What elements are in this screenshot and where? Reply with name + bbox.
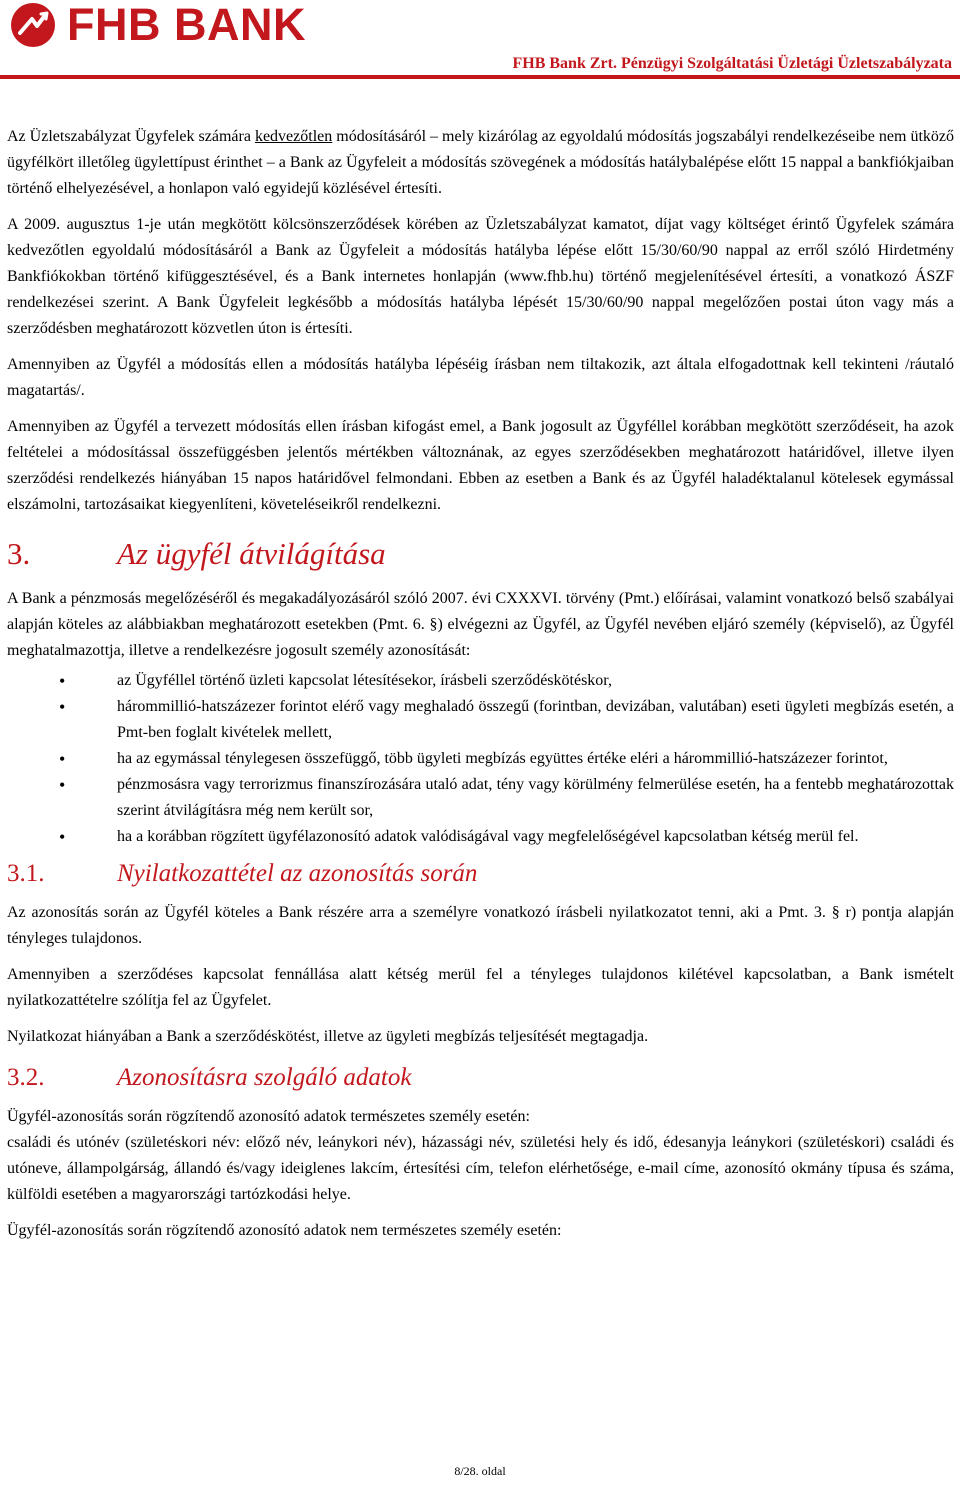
paragraph: A Bank a pénzmosás megelőzéséről és megakadályozásáról szóló 2007. évi CXXXVI. törvény (Pmt.) előírásai, valamint vonatkozó belső szabályai alapján köteles az alábbiakban meghatározott esetekben (Pmt. 6. §) elvégezni az Ügyfél, az Ügyfél nevében eljáró személy (képviselő), az Ügyfél meghatalmazottja, illetve a rendelkezésre jogosult személy azonosítását: (7, 590, 954, 659)
list-item: • ha a korábban rögzített ügyfélazonosító adatok valódiságával vagy megfelelőségével kapcsolatban kétség merül fel. (7, 824, 954, 850)
list-item: • az Ügyféllel történő üzleti kapcsolat létesítésekor, írásbeli szerződéskötéskor, (7, 668, 954, 694)
paragraph: Amennyiben az Ügyfél a módosítás ellen a módosítás hatályba lépéséig írásban nem tiltakozik, azt általa elfogadottnak kell tekinteni /ráutaló magatartás/. (7, 356, 954, 399)
fhb-logo-mark-icon (10, 2, 62, 48)
list-item: • pénzmosásra vagy terrorizmus finanszírozására utaló adat, tény vagy körülmény felmerülése esetén, ha a fentebb meghatározottak szerint átvilágításra még nem került sor, (7, 772, 954, 824)
list-item: • hárommillió-hatszázezer forintot elérő vagy meghaladó összegű (forintban, devizában, valutában) eseti ügyleti megbízás esetén, a Pmt-ben foglalt kivételek mellett, (7, 694, 954, 746)
page-content (7, 124, 954, 1254)
fhb-logo (10, 2, 306, 48)
subsection-heading: 3.2. Azonosításra szolgáló adatok (7, 1064, 412, 1091)
subsection-heading: 3.1. Nyilatkozattétel az azonosítás során (7, 860, 478, 887)
bullet-list (7, 668, 954, 850)
fhb-website-link[interactable]: www.fhb.hu (509, 268, 589, 285)
paragraph: Amennyiben a szerződéses kapcsolat fennállása alatt kétség merül fel a tényleges tulajdonos kilétével kapcsolatban, a Bank ismételt nyilatkozattételre szólítja fel az Ügyfelet. (7, 966, 954, 1009)
paragraph: Ügyfél-azonosítás során rögzítendő azonosító adatok nem természetes személy esetén: (7, 1222, 562, 1239)
paragraph: Az azonosítás során az Ügyfél köteles a Bank részére arra a személyre vonatkozó írásbeli nyilatkozatot tenni, aki a Pmt. 3. § r) pontja alapján tényleges tulajdonos. (7, 904, 954, 947)
logo-text: FHB BANK (67, 0, 306, 50)
list-item: • ha az egymással ténylegesen összefüggő, több ügyleti megbízás együttes értéke eléri a hárommillió-hatszázezer forintot, (7, 746, 954, 772)
document-title: FHB Bank Zrt. Pénzügyi Szolgáltatási Üzletági Üzletszabályzata (512, 55, 952, 72)
paragraph: A 2009. augusztus 1-je után megkötött kölcsönszerződések körében az Üzletszabályzat kamatot, díjat vagy költséget érintő Ügyfelek számára kedvezőtlen egyoldalú módosításáról a Bank az Ügyfeleit a módosítás hatályba lépése előtt 15/30/60/90 nappal az erről szóló Hirdetmény Bankfiókokban történő kifüggesztésével, és a Bank internetes honlapján (www.fhb.hu) történő megjelenítésével értesíti, a vonatkozó ÁSZF rendelkezései szerint. A Bank Ügyfeleit legkésőbb a módosítás hatályba lépését 15/30/60/90 nappal megelőzően postai úton vagy más a szerződésben meghatározott közvetlen úton is értesíti. (7, 216, 954, 337)
paragraph: Nyilatkozat hiányában a Bank a szerződéskötést, illetve az ügyleti megbízás teljesítését megtagadja. (7, 1028, 649, 1045)
paragraph: családi és utónév (születéskori név: előző név, leánykori név), házassági név, születési hely és idő, édesanyja leánykori (születéskori) családi és utóneve, állampolgárság, állandó és/vagy ideiglenes lakcím, értesítési cím, telefon elérhetősége, e-mail címe, azonosító okmány típusa és száma, külföldi esetében a magyarországi tartózkodási helye. (7, 1134, 954, 1203)
paragraph: Ügyfél-azonosítás során rögzítendő azonosító adatok természetes személy esetén: (7, 1108, 530, 1125)
page-number: 8/28. oldal (454, 1464, 506, 1478)
section-heading: 3. Az ügyfél átvilágítása (7, 536, 386, 571)
paragraph: Az Üzletszabályzat Ügyfelek számára kedvezőtlen módosításáról – mely kizárólag az egyoldalú módosítás jogszabályi rendelkezéseibe nem ütköző ügyfélkört illetőleg ügylettípust érinthet – a Bank az Ügyfeleit a módosítás szövegének a módosítás hatálybalépése előtt 15 nappal a bankfiókjaiban történő elhelyezésével, a honlapon való egyidejű közlésével értesíti. (7, 128, 954, 197)
header-divider (0, 75, 960, 79)
page-header (0, 0, 960, 82)
paragraph: Amennyiben az Ügyfél a tervezett módosítás ellen írásban kifogást emel, a Bank jogosult az Ügyféllel korábban megkötött szerződéseit, ha azok feltételei a módosítással összefüggésben jelentős mértékben változnának, az egyes szerződésekben meghatározott határidővel, illetve ilyen szerződési rendelkezés hiányában 15 napos határidővel felmondani. Ebben az esetben a Bank és az Ügyfél haladéktalanul kötelesek egymással elszámolni, tartozásaikat kiegyenlíteni, követeléseikről rendelkezni. (7, 418, 954, 513)
